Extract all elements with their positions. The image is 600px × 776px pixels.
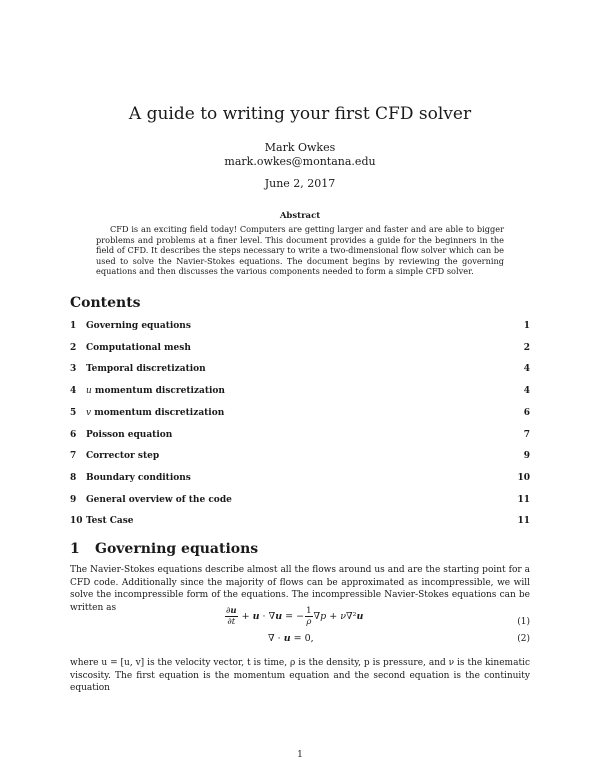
toc-entry-number: 1 (70, 321, 77, 331)
toc-entry-label-text: momentum discretization (91, 386, 225, 397)
paper-title: A guide to writing your first CFD solver (128, 104, 472, 124)
toc-entry-page: 6 (523, 407, 530, 418)
toc-entry-page: 11 (517, 516, 530, 527)
toc-entry-label-text: momentum discretization (91, 407, 225, 418)
equation-1-number: (1) (517, 617, 530, 627)
toc-entry-label: General overview of the code (86, 494, 232, 505)
toc-entry-number: 6 (70, 429, 77, 440)
toc-entry-page: 4 (523, 364, 530, 375)
toc-entry-number: 5 (70, 407, 77, 418)
toc-entry-label: Boundary conditions (86, 472, 191, 483)
toc-entry-page: 4 (523, 386, 530, 397)
toc-entry-label: Test Case (86, 516, 134, 527)
toc-entry[interactable] (70, 451, 530, 465)
toc-entry[interactable] (70, 343, 530, 357)
page-number: 1 (297, 750, 303, 760)
toc-entry-page: 10 (517, 472, 530, 483)
toc-entry[interactable] (70, 516, 530, 530)
equation-2-number: (2) (517, 634, 530, 644)
toc-entry-number: 3 (70, 364, 77, 375)
abstract-heading: Abstract (279, 211, 321, 221)
toc-entry[interactable] (70, 430, 530, 444)
toc-entry[interactable] (70, 321, 530, 335)
toc-entry-number: 4 (70, 386, 77, 397)
toc-entry-label (86, 408, 224, 418)
section-paragraph-2: where u = [u, v] is the velocity vector, t is time, ρ is the density, p is pressure, and ν is the kinematic viscosity. The first equation is the momentum equation and the second equation is the continuity equation (70, 658, 530, 694)
toc-entry-number: 9 (70, 494, 77, 505)
toc-entry-label: Computational mesh (86, 342, 191, 353)
toc-entry[interactable] (70, 495, 530, 509)
toc-entry-variable: v (86, 407, 92, 418)
toc-entry-variable: u (86, 386, 92, 397)
section-number: 1 (70, 541, 80, 557)
abstract-text: CFD is an exciting field today! Computers are getting larger and faster and are able to bigger problems and problems at a finer level. This document provides a guide for the beginners in the field of CFD. It describes the steps necessary to write a two-dimensional flow solver which can be used to solve the Navier-Stokes equations. The document begins by reviewing the governing equations and then discusses the various components needed to form a simple CFD solver. (96, 224, 504, 277)
toc-entry-page: 1 (523, 321, 530, 331)
toc-entry-label: Governing equations (86, 321, 191, 331)
toc-entry[interactable] (70, 364, 530, 378)
equation-momentum: $\frac{\partial u}{\partial t}$ + u · ∇u = − $\frac{1}{\rho}$ ∇p + ν∇²u (226, 606, 364, 627)
toc-entry-label: Poisson equation (86, 429, 173, 440)
toc-entry-number: 10 (70, 516, 83, 527)
toc-entry[interactable] (70, 386, 530, 400)
equation-continuity: ∇ · u = 0, (268, 633, 314, 644)
toc-entry-label: Temporal discretization (86, 364, 206, 375)
toc-entry-page: 7 (523, 429, 530, 440)
toc-entry[interactable] (70, 408, 530, 422)
author-email: mark.owkes@montana.edu (224, 155, 376, 168)
toc-entry-number: 2 (70, 342, 77, 353)
toc-entry-page: 11 (517, 494, 530, 505)
author-name: Mark Owkes (264, 141, 336, 154)
toc-entry-page: 2 (523, 342, 530, 353)
contents-heading: Contents (70, 295, 141, 311)
toc-entry-number: 7 (70, 451, 77, 462)
toc-entry[interactable] (70, 473, 530, 487)
toc-entry-label (86, 386, 225, 396)
toc-entry-label: Corrector step (86, 451, 160, 462)
section-title: Governing equations (95, 541, 259, 557)
section-paragraph-1: The Navier-Stokes equations describe almost all the flows around us and are the starting point for a CFD code. Additionally since the majority of flows can be approximated as incompressible, we will solve the incompressible form of the equations. The incompressible Navier-Stokes equations can be written as (70, 565, 530, 613)
toc-entry-page: 9 (523, 451, 530, 462)
paper-date: June 2, 2017 (264, 177, 336, 190)
toc-entry-number: 8 (70, 472, 77, 483)
